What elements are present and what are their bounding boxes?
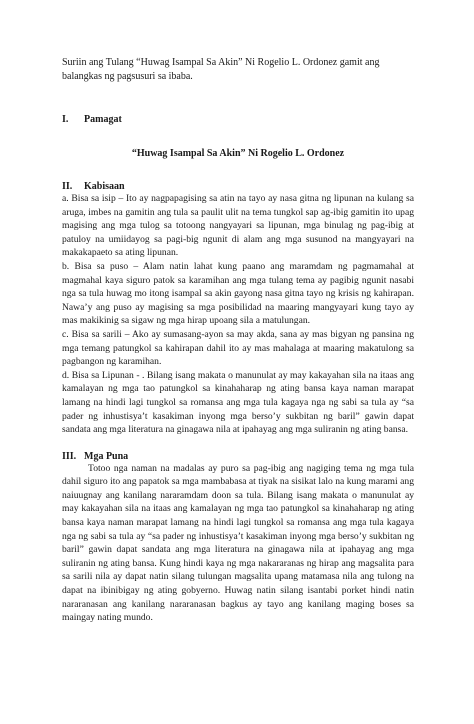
section-heading-pamagat [62,114,414,125]
section-label: Kabisaan [84,181,125,192]
section-number: III. [62,450,77,462]
bisa-sa-puso-paragraph: b. Bisa sa puso – Alam natin lahat kung paano ang maramdam ng pagmamahal at magmahal kaya siguro patok sa karamihan ang mga tulang tema ay pagibig ngunit nasabi nga sa tula huwag mo itong isampal sa akin gayong nasa gitna tayo ng krisis ng kahirapan. Nawa’y ang puso ay magising sa mga posibilidad na maaring mangyayari kung tayo ay mas makikinig sa sigaw ng mga hirap upoang sila a matulungan. [62,260,414,327]
section-heading-puna [62,451,414,462]
section-heading-kabisaan [62,181,414,192]
section-number: I. [62,114,69,125]
section-number: II. [62,181,73,192]
bisa-sa-lipunan-paragraph: d. Bisa sa Lipunan - . Bilang isang makata o manunulat ay may kakayahan sila na itaas ang kamalayan ng mga tao patungkol sa kinahaharap ng ating bansa kaya naman marapat lamang na hindi lagi tungkol sa romansa ang mga tula kagaya nga ng sabi sa tula ay “sa pader ng inhustisya’t kasakiman inyong mga berso’y sukbitan ng baril” gawin dapat sandata ang mga literatura na ginagawa nila at ipahayag ang mga suliranin ng ating bansa. [62,369,414,436]
poem-title: “Huwag Isampal Sa Akin” Ni Rogelio L. Ordonez [131,148,345,159]
mga-puna-paragraph: Totoo nga naman na madalas ay puro sa pag-ibig ang nagiging tema ng mga tula dahil siguro ito ang papatok sa mga mambabasa at tiyak na sisikat lalo na kung marami ang naiuugnay ang kanilang nararamdam doon sa tula. Bilang isang makata o manunulat ay may kakayahan sila na itaas ang kamalayan ng mga tao patungkol sa kinahaharap ng ating bansa kaya naman marapat lamang na hindi lagi tungkol sa romansa ang mga tula kagaya nga ng sabi sa tula ay “sa pader ng inhustisya’t kasakiman inyong mga berso’y sukbitan ng baril” gawin dapat sandata ang mga literatura na ginagawa nila at ipahayag ang mga suliranin ng ating bansa. Kung hindi kaya ng mga nakararanas ng hirap ang magsalita para sa sarili nila ay dapat natin silang tulungan magsalita upang matamasa nila ang tulong na dapat na ibinibigay ng ating gobyerno. Huwag natin silang isantabi porket hindi natin nararanasan ang kanilang nararanasan bagkus ay tayo ang kanilang maging boses sa maingay nating mundo. [62,462,414,624]
document-body [62,56,414,625]
bisa-sa-isip-paragraph: a. Bisa sa isip – Ito ay nagpapagising sa atin na tayo ay nasa gitna ng lipunan na kulang sa aruga, imbes na gamitin ang tula sa paulit ulit na tema tungkol sap ag-ibig gamitin ito upag magising ang mga tulog sa totoong nangyayari sa lipunan, mga binulag ng pag-ibig at patuloy na umiidayog sa pagi-big ngunit di alam ang mga susunod na mangyayari na makakapaeto sa ating lipunan. [62,193,414,259]
section-label: Mga Puna [84,450,129,462]
section-label: Pamagat [84,114,122,125]
intro-text: Suriin ang Tulang “Huwag Isampal Sa Akin” Ni Rogelio L. Ordonez gamit ang balangkas ng pagsusuri sa ibaba. [62,57,380,82]
bisa-sa-sarili-paragraph: c. Bisa sa sarili – Ako ay sumasang-ayon sa may akda, sana ay mas bigyan ng pansina ng mga temang patungkol sa kahirapan dahil ito ay mas mahalaga at maaring makatulong sa pagbangon ng karamihan. [62,328,414,368]
